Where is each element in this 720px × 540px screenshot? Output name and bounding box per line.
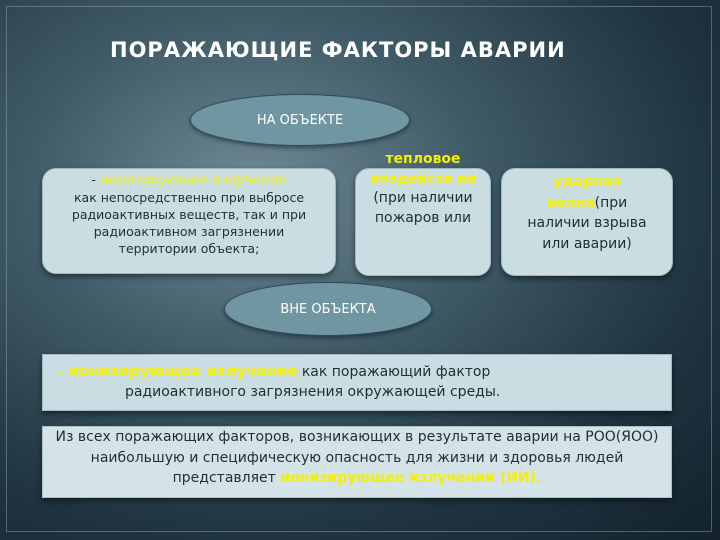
off-site-band-line1	[57, 361, 657, 382]
on-site-label	[190, 94, 410, 146]
off-site-text-line1: как поражающий фактор	[301, 364, 491, 380]
off-site-label-text: ВНЕ ОБЪЕКТА	[280, 301, 376, 317]
off-site-text-line2: радиоактивного загрязнения окружающей среды.	[125, 384, 501, 400]
slide-title: ПОРАЖАЮЩИЕ ФАКТОРЫ АВАРИИ	[110, 38, 566, 62]
off-site-label	[224, 282, 432, 336]
on-site-label-text: НА ОБЪЕКТЕ	[256, 112, 344, 128]
off-site-dash: -	[57, 364, 68, 380]
ionizing-card-dash: -	[91, 172, 100, 187]
shock-card-text: наличии взрыва или аварии)	[527, 215, 647, 252]
conclusion-text: Из всех поражающих факторов, возникающих в результате аварии на РОО(ЯОО) наибольшую и специфическую опасность для жизни и здоровья людей представляет	[55, 429, 659, 486]
ionizing-card-highlight: ионизирующее излучение	[99, 172, 287, 188]
ionizing-radiation-card	[42, 168, 336, 274]
thermal-card-text: (при наличии пожаров или	[373, 190, 473, 226]
thermal-effect-card	[355, 151, 491, 276]
off-site-band	[42, 354, 672, 411]
ionizing-card-text: как непосредственно при выбросе радиоактивных веществ, так и при радиоактивном загрязнении территории объекта;	[71, 190, 307, 256]
conclusion-band	[42, 426, 672, 498]
shock-card-highlight: ударная волна	[546, 174, 621, 211]
ionizing-card-heading	[53, 171, 325, 189]
thermal-card-highlight: тепловое воздейств ие	[369, 151, 477, 187]
shock-wave-card	[501, 168, 673, 276]
shock-card-paren: (при	[594, 194, 628, 211]
conclusion-highlight: ионизирующее излучении (ИИ).	[280, 470, 542, 486]
off-site-highlight: ионизирующее излучение	[67, 362, 298, 380]
